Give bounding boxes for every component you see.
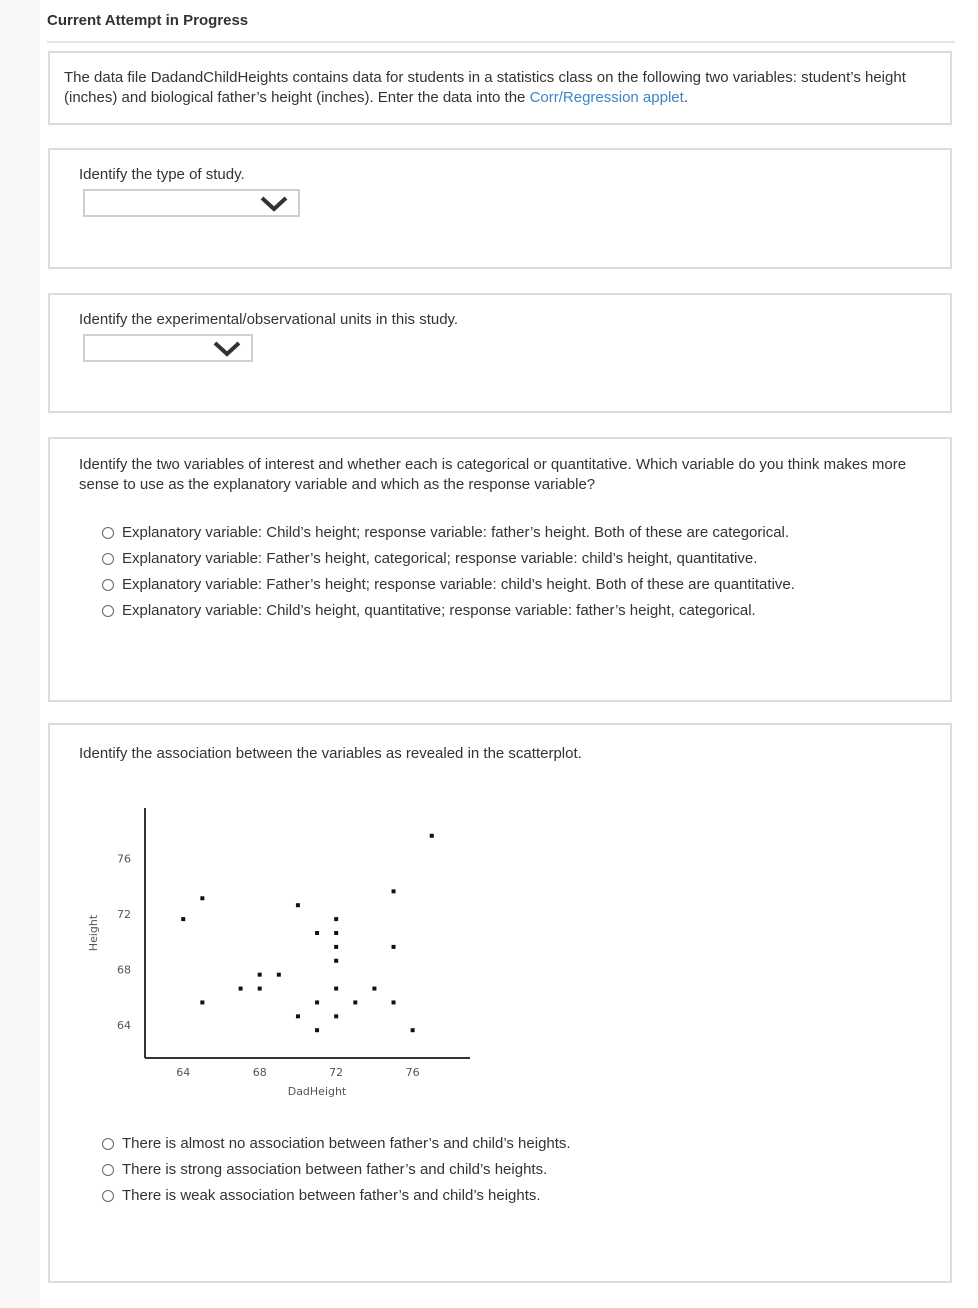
scatterplot [80, 800, 500, 1100]
chevron-down-icon [260, 193, 288, 213]
radio-button[interactable] [102, 579, 114, 591]
y-axis-label: Height [87, 914, 100, 952]
intro-end: . [683, 89, 688, 106]
data-point [258, 987, 262, 991]
left-margin [0, 0, 40, 1308]
data-point [296, 903, 300, 907]
data-point [430, 834, 434, 838]
x-tick-label: 64 [176, 1066, 191, 1079]
question-association [48, 723, 952, 1283]
data-point [411, 1028, 415, 1032]
question-prompt: Identify the experimental/observational units in this study. [79, 311, 459, 328]
data-point [334, 987, 338, 991]
y-tick-label: 64 [117, 1019, 131, 1033]
x-tick-label: 68 [252, 1066, 267, 1079]
radio-option[interactable] [102, 1161, 547, 1178]
x-axis-label: DadHeight [287, 1085, 347, 1098]
option-label: Explanatory variable: Father’s height; response variable: child’s height. Both of these are quantitative. [122, 576, 795, 593]
question-prompt: Identify the two variables of interest and whether each is categorical or quantitative. Which variable do you think makes more sense to use as the explanatory variable and which as the response variable? [79, 456, 907, 493]
radio-option[interactable] [102, 576, 795, 593]
radio-option[interactable] [102, 1135, 571, 1152]
option-label: Explanatory variable: Child’s height; response variable: father’s height. Both of these are categorical. [122, 524, 790, 541]
data-point [181, 917, 185, 921]
data-point [334, 917, 338, 921]
radio-button[interactable] [102, 605, 114, 617]
y-tick-label: 76 [117, 852, 131, 866]
data-point [315, 1028, 319, 1032]
option-label: Explanatory variable: Child’s height, quantitative; response variable: father’s height, categorical. [122, 602, 756, 619]
radio-button[interactable] [102, 553, 114, 565]
data-point [334, 959, 338, 963]
chevron-down-icon [213, 338, 241, 358]
data-point [334, 1014, 338, 1018]
radio-option[interactable] [102, 550, 757, 567]
data-point [334, 931, 338, 935]
data-point [315, 1000, 319, 1004]
option-label: There is strong association between father’s and child’s heights. [122, 1161, 548, 1178]
radio-button[interactable] [102, 1164, 114, 1176]
radio-option[interactable] [102, 524, 789, 541]
option-label: Explanatory variable: Father’s height, categorical; response variable: child’s height, quantitative. [122, 550, 758, 567]
study-type-dropdown[interactable] [83, 189, 300, 217]
data-point [353, 1000, 357, 1004]
units-dropdown[interactable] [83, 334, 253, 362]
data-point [239, 987, 243, 991]
corr-regression-applet-link[interactable]: Corr/Regression applet [529, 89, 684, 106]
question-study-type [48, 148, 952, 269]
radio-button[interactable] [102, 1138, 114, 1150]
data-point [334, 945, 338, 949]
radio-option[interactable] [102, 602, 756, 619]
data-point [372, 987, 376, 991]
y-tick-label: 72 [117, 908, 131, 922]
data-point [392, 889, 396, 893]
page-title: Current Attempt in Progress [47, 12, 249, 29]
x-tick-label: 72 [329, 1066, 344, 1079]
data-point [296, 1014, 300, 1018]
intro-card [48, 51, 952, 125]
data-point [277, 973, 281, 977]
radio-button[interactable] [102, 1190, 114, 1202]
radio-button[interactable] [102, 527, 114, 539]
data-point [315, 931, 319, 935]
divider [47, 41, 955, 43]
option-label: There is almost no association between father’s and child’s heights. [122, 1135, 571, 1152]
option-label: There is weak association between father’s and child’s heights. [122, 1187, 541, 1204]
question-variables [48, 437, 952, 702]
data-point [200, 1000, 204, 1004]
data-point [392, 1000, 396, 1004]
radio-option[interactable] [102, 1187, 541, 1204]
question-units [48, 293, 952, 413]
intro-body: The data file DadandChildHeights contains data for students in a statistics class on the following two variables: student’s height (inches) and biological father’s height (inches). Enter the data into the [64, 69, 906, 106]
intro-text [64, 68, 934, 108]
data-point [258, 973, 262, 977]
question-prompt: Identify the type of study. [79, 166, 245, 183]
y-tick-label: 68 [117, 963, 131, 977]
data-point [392, 945, 396, 949]
question-prompt: Identify the association between the variables as revealed in the scatterplot. [79, 745, 582, 762]
x-tick-label: 76 [405, 1066, 420, 1079]
data-point [200, 896, 204, 900]
